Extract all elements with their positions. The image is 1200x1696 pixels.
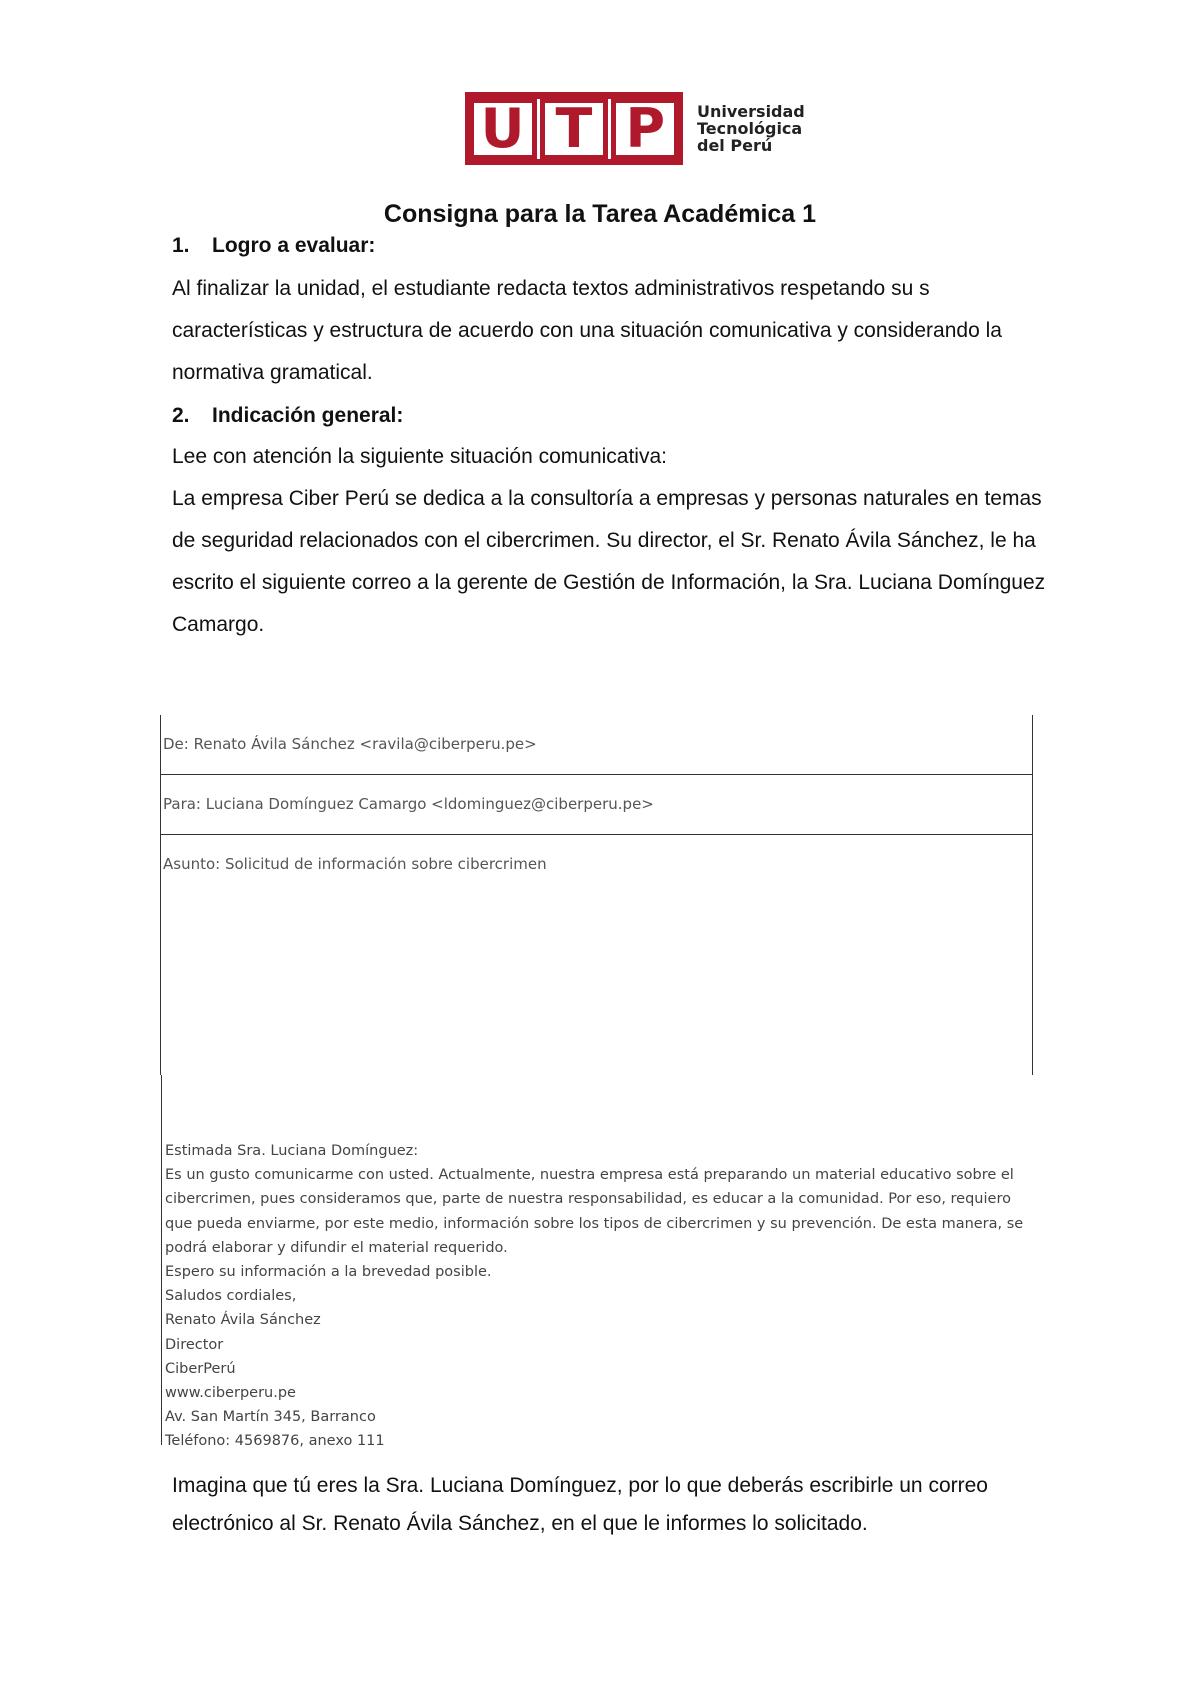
email-subject: Asunto: Solicitud de información sobre cibercrimen: [163, 855, 547, 873]
section-1-title: Logro a evaluar:: [212, 234, 376, 257]
section-1-heading: [172, 234, 375, 258]
section-2-heading: [172, 404, 403, 428]
utp-logo: [465, 92, 805, 165]
email-paragraph: Es un gusto comunicarme con usted. Actualmente, nuestra empresa está preparando un material educativo sobre el cibercrimen, pues consideramos que, parte de nuestra responsabilidad, es educar a la comunidad. Por eso, requiero que pueda enviarme, por este medio, información sobre los tipos de cibercrimen y su prevención. De esta manera, se podrá elaborar y difundir el material requerido.: [165, 1167, 1024, 1256]
signature-role: Director: [165, 1336, 224, 1353]
closing-instruction: Imagina que tú eres la Sra. Luciana Domínguez, por lo que deberás escribirle un correo electrónico al Sr. Renato Ávila Sánchez, en el que le informes lo solicitado.: [172, 1474, 988, 1535]
section-1-text: Al finalizar la unidad, el estudiante redacta textos administrativos respetando su s características y estructura de acuerdo con una situación comunicativa y considerando la normativa gramatical.: [172, 277, 1002, 384]
page-title: Consigna para la Tarea Académica 1: [383, 200, 817, 228]
email-greeting: Estimada Sra. Luciana Domínguez:: [165, 1143, 419, 1159]
logo-wordmark: [697, 103, 805, 154]
logo-line: del Perú: [697, 136, 773, 155]
email-header-box: [160, 715, 1033, 1075]
signature-company: CiberPerú: [165, 1360, 236, 1377]
logo-separator: [608, 99, 611, 159]
signature-phone: Teléfono: 4569876, anexo 111: [165, 1433, 385, 1450]
signature-address: Av. San Martín 345, Barranco: [165, 1409, 376, 1426]
signature-name: Renato Ávila Sánchez: [165, 1312, 321, 1329]
logo-letter-t: T: [545, 103, 603, 155]
email-to: Para: Luciana Domínguez Camargo <ldominguez@ciberperu.pe>: [161, 775, 1032, 835]
email-signoff: Saludos cordiales,: [165, 1288, 297, 1305]
logo-line: Universidad: [697, 102, 805, 121]
section-2-intro: Lee con atención la siguiente situación comunicativa:: [172, 445, 667, 468]
section-1-number: 1.: [172, 234, 190, 257]
section-2-title: Indicación general:: [212, 404, 404, 427]
logo-line: Tecnológica: [697, 119, 803, 138]
email-from: De: Renato Ávila Sánchez <ravila@ciberperu.pe>: [161, 715, 1032, 775]
logo-separator: [537, 99, 540, 159]
section-2-text: La empresa Ciber Perú se dedica a la consultoría a empresas y personas naturales en temas de seguridad relacionados con el cibercrimen. Su director, el Sr. Renato Ávila Sánchez, le ha escrito el siguiente correo a la gerente de Gestión de Información, la Sra. Luciana Domínguez Camargo.: [172, 487, 1046, 636]
email-wait-line: Espero su información a la brevedad posible.: [165, 1264, 492, 1281]
section-2-number: 2.: [172, 404, 190, 427]
utp-logo-mark: [465, 92, 683, 165]
logo-letter-p: P: [616, 103, 674, 155]
signature-website: www.ciberperu.pe: [165, 1385, 296, 1402]
email-body: [161, 1075, 1041, 1450]
logo-letter-u: U: [474, 103, 532, 155]
